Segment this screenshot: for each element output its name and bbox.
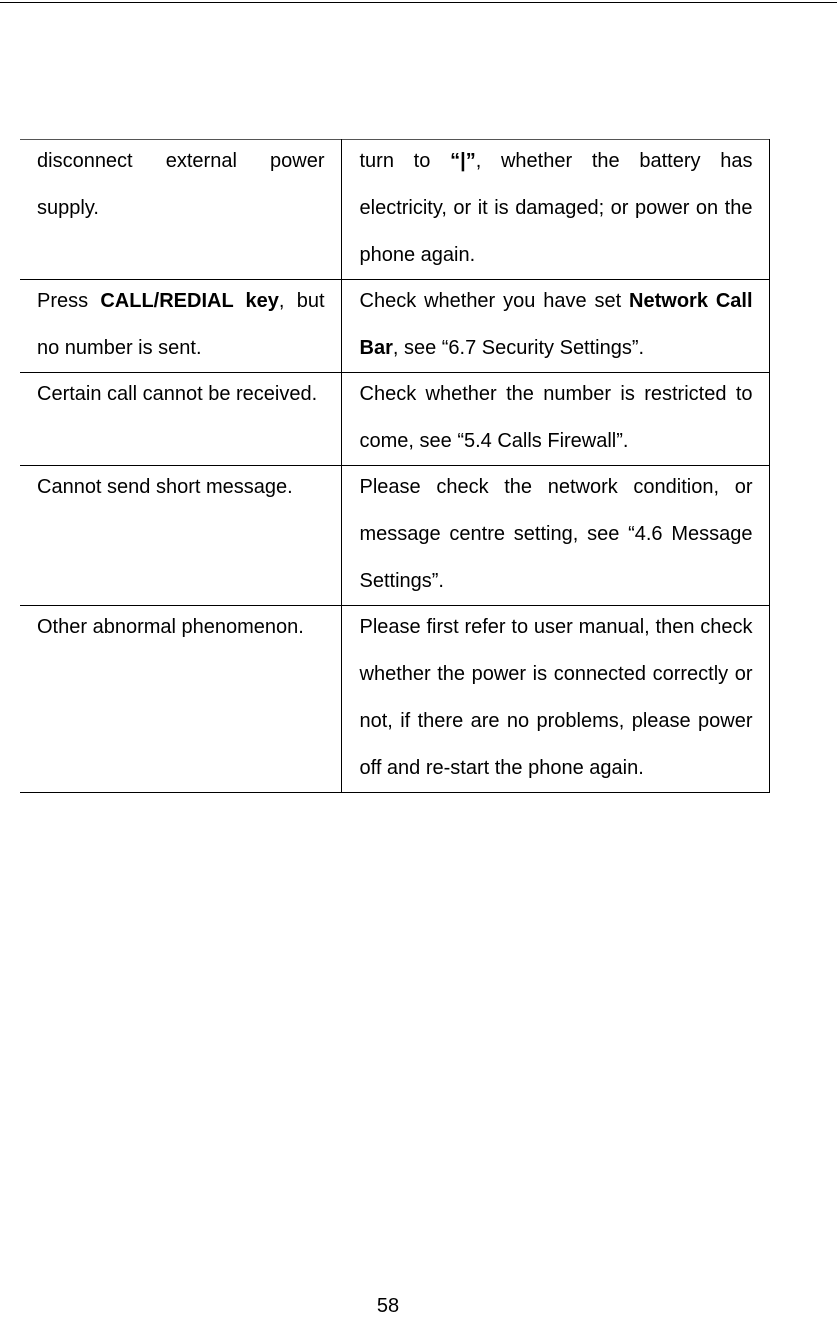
problem-text-bold: CALL/REDIAL key — [100, 290, 279, 312]
problem-cell — [20, 466, 341, 606]
solution-cell — [341, 140, 769, 280]
problem-text: disconnect external power supply. — [37, 150, 325, 219]
table-row — [20, 280, 769, 373]
troubleshooting-table — [20, 139, 770, 793]
problem-text — [37, 278, 325, 372]
problem-text: Cannot send short message. — [37, 476, 293, 498]
solution-text-bold: Network Call Bar — [359, 290, 753, 359]
solution-text-pre: Check whether you have set — [359, 290, 630, 312]
table-row — [20, 606, 769, 793]
solution-cell — [341, 280, 769, 373]
table-row — [20, 466, 769, 606]
problem-cell — [20, 373, 341, 466]
solution-text-post: , whether the battery has electricity, or it is damaged; or power on the phone again. — [359, 150, 753, 266]
solution-text-pre: turn to — [359, 150, 451, 172]
solution-cell — [341, 373, 769, 466]
problem-cell — [20, 280, 341, 373]
solution-text — [360, 138, 753, 279]
solution-text — [360, 278, 753, 372]
solution-text-bold: “|” — [450, 150, 476, 172]
page-number: 58 — [376, 1295, 400, 1317]
solution-text: Please check the network condition, or message centre setting, see “4.6 Message Settings”. — [359, 476, 753, 592]
solution-text-post: , see “6.7 Security Settings”. — [392, 337, 645, 359]
problem-text-pre: Press — [37, 290, 101, 312]
problem-cell — [20, 140, 341, 280]
solution-text: Check whether the number is restricted to come, see “5.4 Calls Firewall”. — [359, 383, 753, 452]
problem-text: Other abnormal phenomenon. — [37, 616, 304, 638]
solution-cell — [341, 606, 769, 793]
problem-cell — [20, 606, 341, 793]
table-row — [20, 140, 769, 280]
problem-text-post: , but no number is sent. — [37, 290, 325, 359]
problem-text: Certain call cannot be received. — [37, 383, 318, 405]
table-row — [20, 373, 769, 466]
solution-text: Please first refer to user manual, then check whether the power is connected correctly or not, if there are no problems, please power off and re-start the phone again. — [359, 616, 753, 779]
solution-cell — [341, 466, 769, 606]
header-rule — [0, 2, 837, 3]
